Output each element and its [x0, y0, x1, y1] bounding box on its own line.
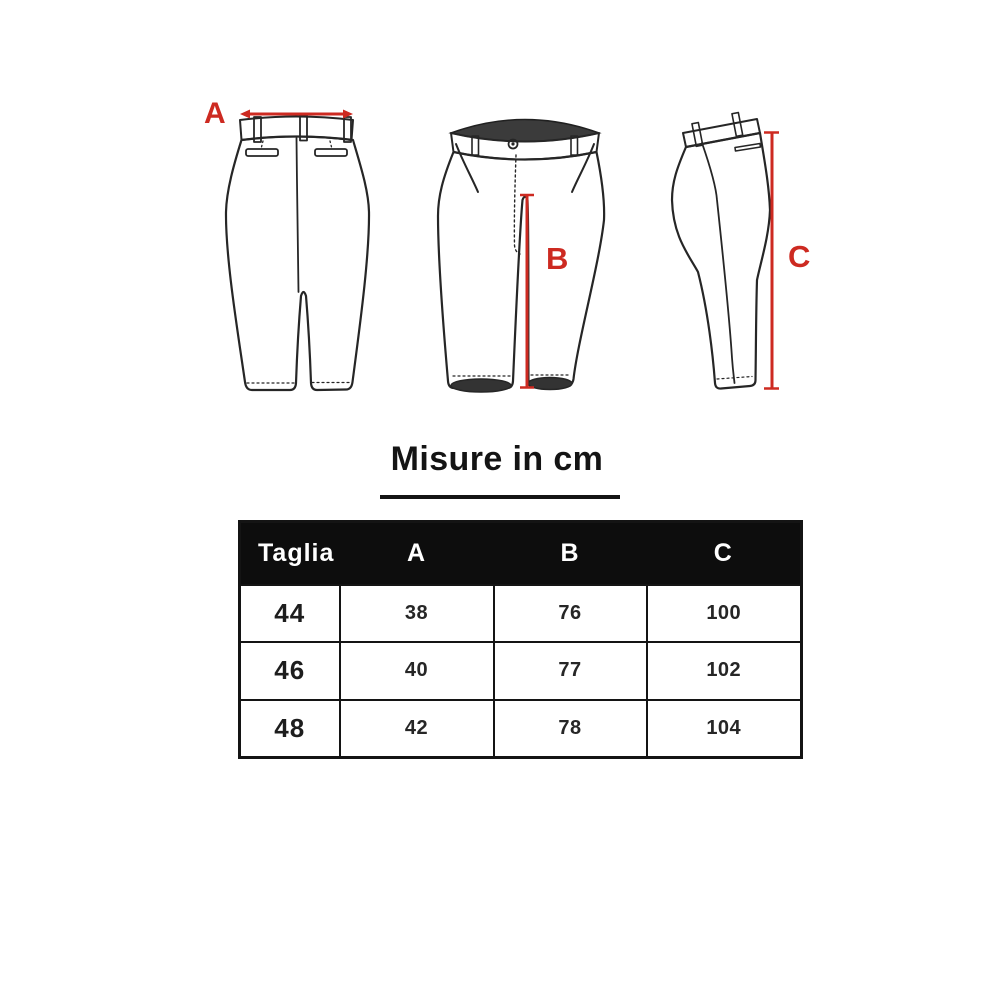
value-cell: 40	[340, 642, 494, 700]
table-row	[240, 585, 802, 643]
size-table-header	[240, 522, 802, 585]
back-pocket	[735, 144, 761, 152]
size-cell: 46	[240, 642, 340, 700]
size-table	[238, 520, 803, 759]
measure-c-label: C	[788, 239, 811, 274]
measure-b-line	[520, 195, 534, 388]
header-cell-a: A	[340, 522, 494, 585]
measure-b-label: B	[546, 241, 569, 276]
center-back-seam	[297, 138, 299, 292]
waistband	[240, 117, 353, 141]
pants-front-view-drawing	[425, 100, 615, 400]
header-cell-taglia: Taglia	[240, 522, 340, 585]
value-cell: 102	[647, 642, 802, 700]
header-cell-b: B	[494, 522, 647, 585]
pants-back-view-drawing	[200, 92, 430, 412]
table-row	[240, 700, 802, 758]
pants-body-outline	[672, 133, 770, 389]
value-cell: 78	[494, 700, 647, 758]
side-pockets	[456, 144, 594, 192]
value-cell: 77	[494, 642, 647, 700]
value-cell: 100	[647, 585, 802, 643]
size-cell: 44	[240, 585, 340, 643]
measure-a-label: A	[204, 97, 226, 130]
table-row	[240, 642, 802, 700]
header-cell-c: C	[647, 522, 802, 585]
title-underline	[380, 495, 620, 499]
value-cell: 38	[340, 585, 494, 643]
value-cell: 76	[494, 585, 647, 643]
size-cell: 48	[240, 700, 340, 758]
crease-line	[702, 143, 735, 383]
value-cell: 42	[340, 700, 494, 758]
pants-side-view-drawing	[658, 106, 788, 401]
pants-body-outline	[438, 152, 604, 388]
hem-stitching	[247, 383, 351, 384]
value-cell: 104	[647, 700, 802, 758]
page-title: Misure in cm	[390, 440, 604, 478]
